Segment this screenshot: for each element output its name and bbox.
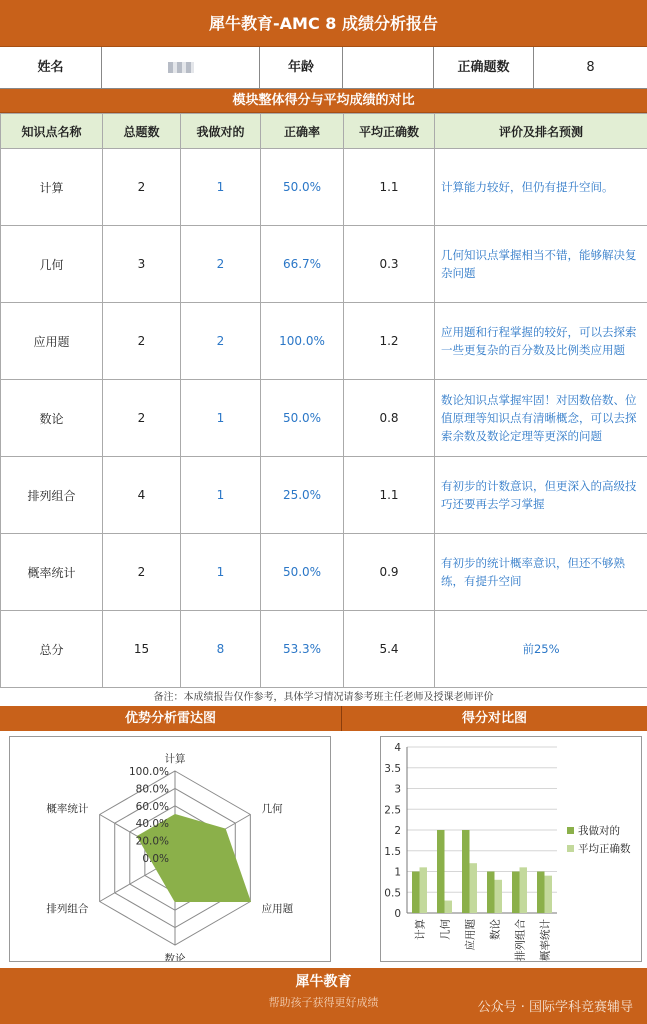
radar-tick-label: 40.0%: [135, 818, 169, 831]
redacted-name-block: [168, 62, 194, 73]
total-cell: 2: [103, 303, 181, 380]
header-total: 总题数: [103, 114, 181, 149]
module-score-table: [0, 113, 647, 688]
comment-cell: 数论知识点掌握牢固！对因数倍数、位值原理等知识点有清晰概念，可以去探索余数及数论定理等更深的问题: [435, 380, 647, 457]
rate-cell: 50.0%: [261, 534, 344, 611]
comment-cell: 有初步的统计概率意识，但还不够熟练，有提升空间: [435, 534, 647, 611]
radar-chart: [9, 736, 331, 962]
report-title: 犀牛教育-AMC 8 成绩分析报告: [0, 0, 647, 47]
charts-area: [0, 731, 647, 968]
radar-tick-label: 100.0%: [128, 766, 169, 778]
age-label: 年龄: [260, 47, 343, 89]
topic-cell: 应用题: [1, 303, 103, 380]
bar-ytick-label: 1.5: [384, 845, 401, 858]
bar-chart: [380, 736, 642, 962]
legend-label: 我做对的: [578, 825, 620, 837]
bar-mine: [487, 872, 495, 914]
name-value: [102, 47, 260, 89]
avg-cell: 0.8: [344, 380, 435, 457]
rate-cell: 50.0%: [261, 380, 344, 457]
footer-watermark: 公众号 · 国际学科竞赛辅导: [477, 1000, 633, 1015]
header-topic: 知识点名称: [1, 114, 103, 149]
topic-cell: 几何: [1, 226, 103, 303]
ranking-cell: 前25%: [435, 611, 647, 688]
topic-cell: 排列组合: [1, 457, 103, 534]
header-comment: 评价及排名预测: [435, 114, 647, 149]
footer: [0, 968, 647, 1024]
radar-tick-label: 0.0%: [142, 853, 169, 865]
rate-cell: 25.0%: [261, 457, 344, 534]
bar-average: [420, 867, 428, 913]
total-cell: 2: [103, 149, 181, 226]
header-avg: 平均正确数: [344, 114, 435, 149]
topic-cell: 数论: [1, 380, 103, 457]
footnote: 备注：本成绩报告仅作参考，具体学习情况请参考班主任老师及授课老师评价: [153, 692, 494, 703]
total-cell: 2: [103, 380, 181, 457]
bar-ytick-label: 3: [394, 783, 401, 796]
table-row: [1, 149, 647, 226]
radar-tick-label: 20.0%: [135, 835, 169, 848]
bar-category-label: 概率统计: [539, 919, 552, 961]
radar-category-label: 概率统计: [46, 803, 89, 815]
table-header-row: [1, 114, 647, 149]
table-row: [1, 226, 647, 303]
radar-category-label: 数论: [164, 953, 186, 961]
mine-cell: 2: [181, 303, 261, 380]
total-cell: 15: [103, 611, 181, 688]
correct-count-label: 正确题数: [434, 47, 534, 89]
avg-cell: 1.1: [344, 457, 435, 534]
mine-cell: 2: [181, 226, 261, 303]
mine-cell: 1: [181, 149, 261, 226]
table-row-total: [1, 611, 647, 688]
radar-tick-label: 60.0%: [135, 800, 169, 813]
rate-cell: 50.0%: [261, 149, 344, 226]
legend-swatch: [567, 845, 574, 852]
radar-tick-label: 80.0%: [135, 783, 169, 796]
bar-category-label: 应用题: [464, 919, 477, 951]
total-cell: 3: [103, 226, 181, 303]
bar-category-label: 计算: [414, 919, 427, 940]
mine-cell: 8: [181, 611, 261, 688]
radar-category-label: 排列组合: [46, 903, 89, 915]
mine-cell: 1: [181, 380, 261, 457]
student-info-row: [0, 47, 647, 89]
avg-cell: 0.9: [344, 534, 435, 611]
bar-average: [520, 867, 528, 913]
bar-category-label: 数论: [489, 919, 502, 940]
bar-mine: [512, 872, 520, 914]
table-row: [1, 380, 647, 457]
table-row: [1, 303, 647, 380]
bar-chart-title: 得分对比图: [342, 706, 647, 731]
legend-swatch: [567, 827, 574, 834]
rate-cell: 53.3%: [261, 611, 344, 688]
rate-cell: 66.7%: [261, 226, 344, 303]
avg-cell: 5.4: [344, 611, 435, 688]
bar-mine: [412, 872, 420, 914]
radar-category-label: 应用题: [261, 903, 294, 915]
section-module-comparison-title: 模块整体得分与平均成绩的对比: [0, 89, 647, 113]
bar-ytick-label: 4: [394, 742, 401, 754]
bar-ytick-label: 3.5: [384, 762, 401, 775]
total-cell: 2: [103, 534, 181, 611]
correct-count-value: 8: [586, 60, 595, 75]
bar-mine: [437, 830, 445, 913]
footer-slogan: 帮助孩子获得更好成绩: [268, 996, 379, 1009]
bar-average: [445, 901, 453, 913]
age-value: [343, 47, 434, 89]
bar-ytick-label: 0: [394, 908, 401, 920]
mine-cell: 1: [181, 457, 261, 534]
mine-cell: 1: [181, 534, 261, 611]
radar-chart-title: 优势分析雷达图: [0, 706, 342, 731]
avg-cell: 1.2: [344, 303, 435, 380]
charts-header: [0, 706, 647, 731]
radar-category-label: 几何: [261, 803, 283, 815]
total-cell: 4: [103, 457, 181, 534]
rate-cell: 100.0%: [261, 303, 344, 380]
bar-category-label: 排列组合: [514, 919, 527, 961]
header-mine: 我做对的: [181, 114, 261, 149]
radar-category-label: 计算: [164, 753, 186, 765]
footer-brand: 犀牛教育: [295, 974, 352, 990]
comment-cell: 有初步的计数意识，但更深入的高级技巧还要再去学习掌握: [435, 457, 647, 534]
comment-cell: 几何知识点掌握相当不错，能够解决复杂问题: [435, 226, 647, 303]
bar-chart-svg: [381, 737, 641, 961]
bar-average: [495, 880, 503, 913]
bar-average: [545, 876, 553, 913]
bar-ytick-label: 1: [394, 866, 401, 879]
comment-cell: 计算能力较好，但仍有提升空间。: [435, 149, 647, 226]
comment-cell: 应用题和行程掌握的较好，可以去探索一些更复杂的百分数及比例类应用题: [435, 303, 647, 380]
bar-ytick-label: 0.5: [384, 887, 401, 900]
bar-mine: [537, 872, 545, 914]
header-rate: 正确率: [261, 114, 344, 149]
bar-mine: [462, 830, 470, 913]
name-label: 姓名: [0, 47, 102, 89]
table-row: [1, 534, 647, 611]
avg-cell: 0.3: [344, 226, 435, 303]
bar-category-label: 几何: [439, 919, 452, 940]
table-row: [1, 457, 647, 534]
bar-ytick-label: 2: [394, 825, 401, 837]
bar-average: [470, 863, 478, 913]
legend-label: 平均正确数: [578, 843, 631, 855]
avg-cell: 1.1: [344, 149, 435, 226]
topic-cell: 计算: [1, 149, 103, 226]
topic-cell: 概率统计: [1, 534, 103, 611]
topic-cell: 总分: [1, 611, 103, 688]
bar-ytick-label: 2.5: [384, 804, 401, 817]
radar-chart-svg: [10, 737, 330, 961]
